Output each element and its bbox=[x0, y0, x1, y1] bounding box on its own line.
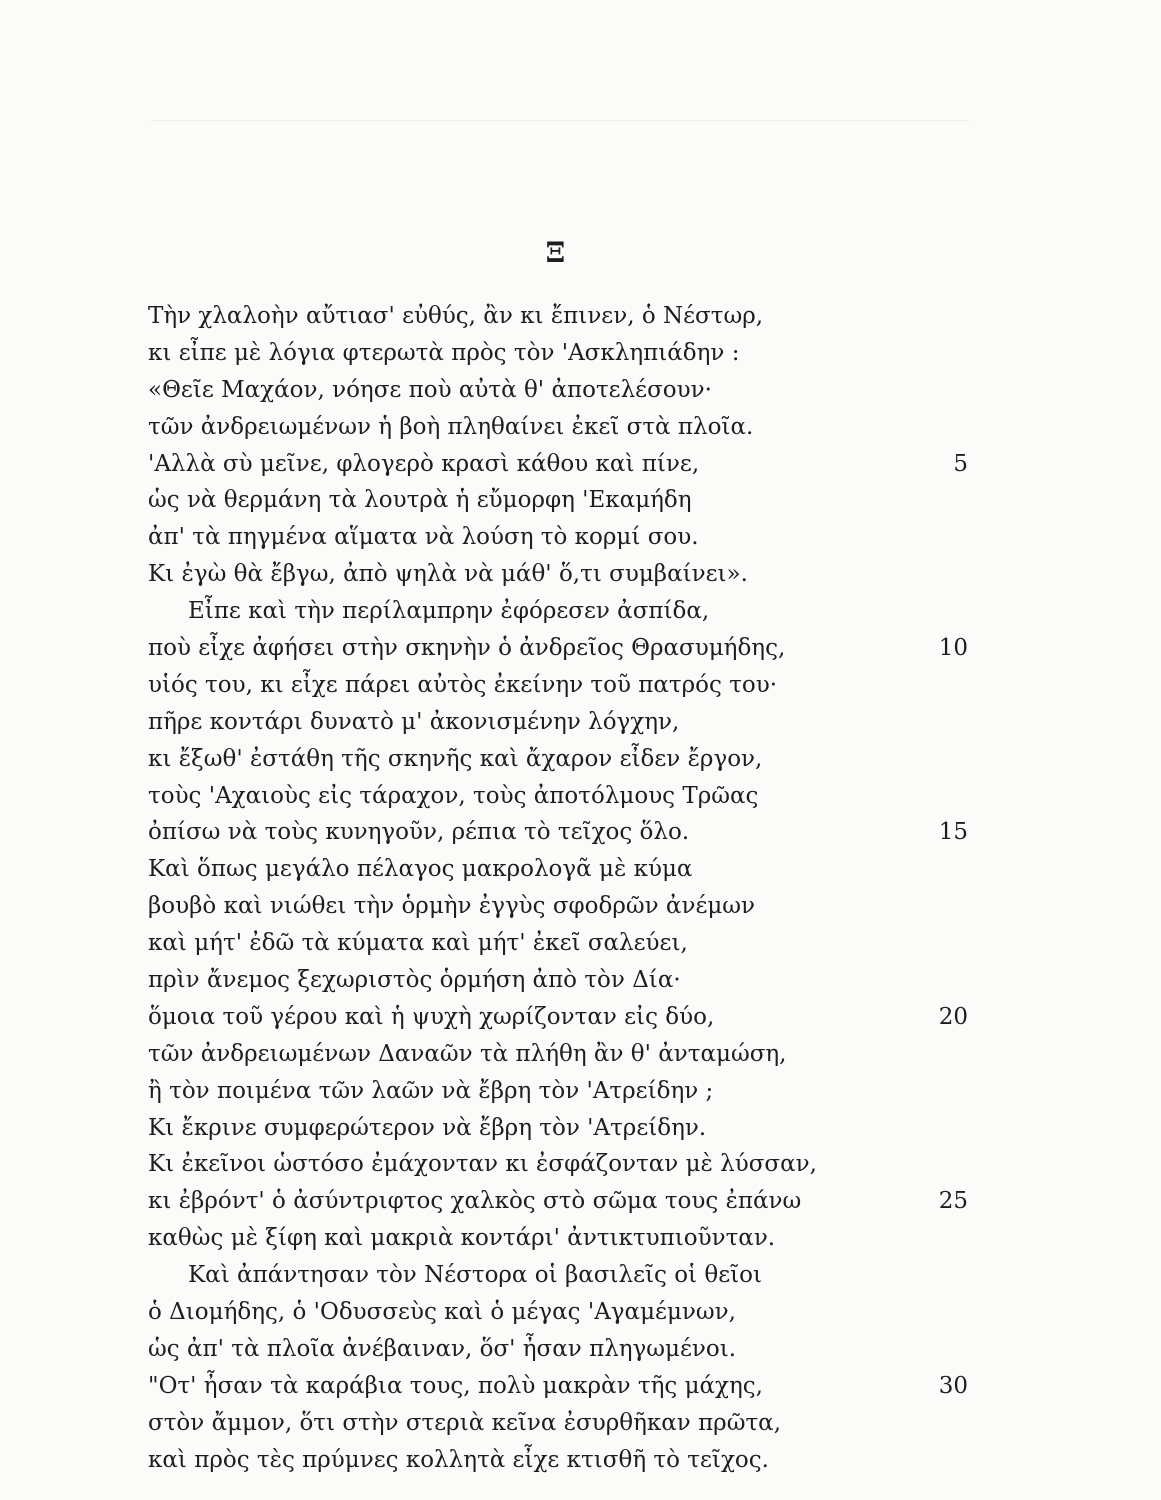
line-number: 10 bbox=[938, 635, 968, 662]
line-number: 5 bbox=[953, 450, 968, 477]
poem-text bbox=[148, 298, 968, 1479]
poem-line bbox=[148, 556, 968, 593]
poem-line bbox=[148, 630, 968, 667]
poem-line-text: «Θεῖε Μαχάον, νόησε ποὺ αὐτὰ θ' ἀποτελέσουν· bbox=[148, 376, 712, 403]
poem-line bbox=[148, 409, 968, 446]
poem-line bbox=[148, 1442, 968, 1479]
poem-line-text: κι ἔξωθ' ἐστάθη τῆς σκηνῆς καὶ ἄχαρον εἶδεν ἔργον, bbox=[148, 745, 763, 772]
poem-line bbox=[148, 1073, 968, 1110]
poem-line bbox=[148, 925, 968, 962]
poem-line-text: καὶ πρὸς τὲς πρύμνες κολλητὰ εἶχε κτισθῆ τὸ τεῖχος. bbox=[148, 1446, 769, 1473]
poem-line bbox=[148, 704, 968, 741]
poem-line bbox=[148, 1405, 968, 1442]
poem-line bbox=[148, 1183, 968, 1220]
poem-line bbox=[148, 372, 968, 409]
poem-line-text: στὸν ἄμμον, ὅτι στὴν στεριὰ κεῖνα ἐσυρθῆκαν πρῶτα, bbox=[148, 1409, 782, 1436]
poem-line-text: ποὺ εἶχε ἀφήσει στὴν σκηνὴν ὁ ἀνδρεῖος Θρασυμήδης, bbox=[148, 635, 786, 662]
poem-line bbox=[148, 851, 968, 888]
poem-line-text: κι ἐβρόντ' ὁ ἀσύντριφτος χαλκὸς στὸ σῶμα τους ἐπάνω bbox=[148, 1188, 802, 1215]
poem-line bbox=[148, 1036, 968, 1073]
line-number: 30 bbox=[938, 1372, 968, 1399]
poem-line-text: ἀπ' τὰ πηγμένα αἵματα νὰ λούση τὸ κορμί σου. bbox=[148, 524, 699, 551]
poem-line bbox=[148, 962, 968, 999]
poem-line bbox=[148, 593, 968, 630]
poem-line bbox=[148, 335, 968, 372]
poem-line-text: τῶν ἀνδρειωμένων Δαναῶν τὰ πλήθη ἂν θ' ἀνταμώση, bbox=[148, 1040, 787, 1067]
poem-line-text: Καὶ ἀπάντησαν τὸν Νέστορα οἱ βασιλεῖς οἱ θεῖοι bbox=[188, 1262, 763, 1289]
poem-line-text: πρὶν ἄνεμος ξεχωριστὸς ὁρμήση ἀπὸ τὸν Δία· bbox=[148, 967, 681, 994]
poem-line-text: ὡς νὰ θερμάνη τὰ λουτρὰ ἡ εὔμορφη 'Εκαμήδη bbox=[148, 487, 692, 514]
poem-line bbox=[148, 814, 968, 851]
poem-line-text: πῆρε κοντάρι δυνατὸ μ' ἀκονισμένην λόγχην, bbox=[148, 708, 680, 735]
poem-line-text: ὡς ἀπ' τὰ πλοῖα ἀνέβαιναν, ὅσ' ἦσαν πληγωμένοι. bbox=[148, 1335, 737, 1362]
poem-line bbox=[148, 1257, 968, 1294]
line-number: 20 bbox=[938, 1003, 968, 1030]
poem-line bbox=[148, 667, 968, 704]
poem-line bbox=[148, 888, 968, 925]
poem-line bbox=[148, 1110, 968, 1147]
book-heading: Ξ bbox=[545, 236, 566, 269]
line-number: 25 bbox=[938, 1188, 968, 1215]
poem-line bbox=[148, 999, 968, 1036]
poem-line-text: τοὺς 'Αχαιοὺς εἰς τάραχον, τοὺς ἀποτόλμους Τρῶας bbox=[148, 782, 759, 809]
poem-line-text: Τὴν χλαλοὴν αὔτιασ' εὐθύς, ἂν κι ἔπινεν, ὁ Νέστωρ, bbox=[148, 303, 764, 329]
poem-line-text: Καὶ ὅπως μεγάλο πέλαγος μακρολογᾶ μὲ κύμα bbox=[148, 856, 693, 883]
poem-line bbox=[148, 778, 968, 815]
poem-line-text: "Οτ' ἦσαν τὰ καράβια τους, πολὺ μακρὰν τῆς μάχης, bbox=[148, 1372, 763, 1399]
poem-line-text: τῶν ἀνδρειωμένων ἡ βοὴ πληθαίνει ἐκεῖ στὰ πλοῖα. bbox=[148, 413, 754, 440]
line-number: 15 bbox=[938, 819, 968, 846]
poem-line-text: βουβὸ καὶ νιώθει τὴν ὁρμὴν ἐγγὺς σφοδρῶν ἀνέμων bbox=[148, 893, 756, 920]
poem-line-text: καὶ μήτ' ἐδῶ τὰ κύματα καὶ μήτ' ἐκεῖ σαλεύει, bbox=[148, 930, 688, 957]
poem-line bbox=[148, 1146, 968, 1183]
poem-line bbox=[148, 741, 968, 778]
poem-line bbox=[148, 519, 968, 556]
faint-header-rule bbox=[150, 120, 970, 121]
poem-line-text: καθὼς μὲ ξίφη καὶ μακριὰ κοντάρι' ἀντικτυπιοῦνταν. bbox=[148, 1225, 776, 1252]
poem-line-text: Κι ἔκρινε συμφερώτερον νὰ ἔβρη τὸν 'Ατρείδην. bbox=[148, 1114, 707, 1141]
poem-line-text: Κι ἐγὼ θὰ ἔβγω, ἀπὸ ψηλὰ νὰ μάθ' ὅ,τι συμβαίνει». bbox=[148, 561, 748, 588]
poem-line bbox=[148, 1331, 968, 1368]
poem-line-text: κι εἶπε μὲ λόγια φτερωτὰ πρὸς τὸν 'Ασκληπιάδην : bbox=[148, 339, 740, 366]
poem-line-text: Κι ἐκεῖνοι ὡστόσο ἐμάχονταν κι ἐσφάζονταν μὲ λύσσαν, bbox=[148, 1151, 817, 1178]
poem-line-text: ὅμοια τοῦ γέρου καὶ ἡ ψυχὴ χωρίζονταν εἰς δύο, bbox=[148, 1003, 715, 1030]
poem-line bbox=[148, 1294, 968, 1331]
poem-line-text: ὀπίσω νὰ τοὺς κυνηγοῦν, ρέπια τὸ τεῖχος ὅλο. bbox=[148, 819, 690, 846]
poem-line-text: Εἶπε καὶ τὴν περίλαμπρην ἐφόρεσεν ἀσπίδα, bbox=[188, 598, 710, 625]
poem-line bbox=[148, 298, 968, 335]
poem-line bbox=[148, 446, 968, 483]
poem-line bbox=[148, 1220, 968, 1257]
poem-line bbox=[148, 482, 968, 519]
poem-line bbox=[148, 1368, 968, 1405]
poem-line-text: ὁ Διομήδης, ὁ 'Οδυσσεὺς καὶ ὁ μέγας 'Αγαμέμνων, bbox=[148, 1299, 736, 1326]
poem-line-text: ἢ τὸν ποιμένα τῶν λαῶν νὰ ἔβρη τὸν 'Ατρείδην ; bbox=[148, 1077, 714, 1104]
poem-line-text: 'Αλλὰ σὺ μεῖνε, φλογερὸ κρασὶ κάθου καὶ πίνε, bbox=[148, 450, 700, 477]
poem-line-text: υἱός του, κι εἶχε πάρει αὐτὸς ἐκείνην τοῦ πατρός του· bbox=[148, 671, 778, 698]
